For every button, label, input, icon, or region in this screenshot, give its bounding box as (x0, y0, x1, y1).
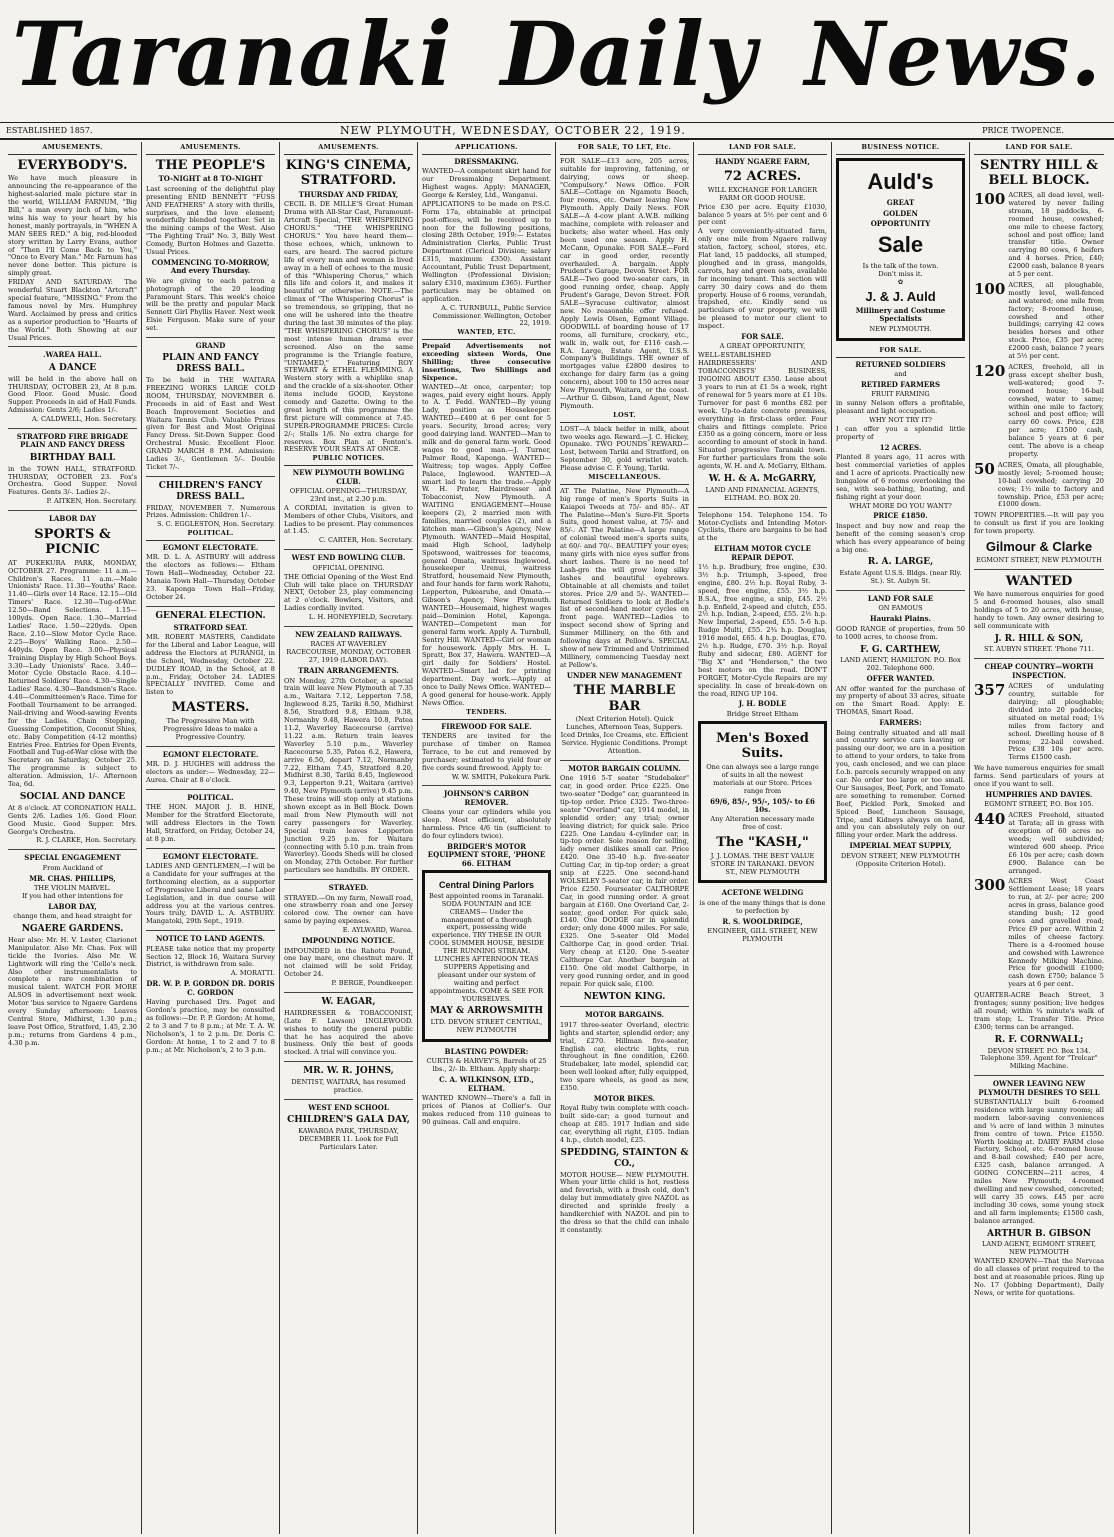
ad-text: LAND AGENT, HAMILTON. P.O. Box 202. Telephone 600. (840, 656, 961, 673)
column-header: APPLICATIONS. (422, 144, 551, 155)
ad-text: SUBSTANTIALLY built 6-roomed residence with large sunny rooms; all modern labor-saving conveniences and ¼ acre of land within 3 minutes from centre of town. Price £1550. Worth looking at. DAIRY FARM close Factory, School, etc. 6-roomed house and 8-bail cowshed; £40 per acre, £325 cash, balance arranged. A GOING CONCERN—211 acres, 4 miles New Plymouth; 4-roomed dwelling and new cowshed, concreted; will carry 35 cows. £45 per acre including 30 cows, some young stock and all farm implements; £1500 cash, balance arranged. (974, 1098, 1104, 1225)
ad-text: A CORDIAL invitation is given to Members of other Clubs, Visitors, and Ladies to be present. Play commences at 1.45. (284, 503, 413, 536)
ad-title: FOR SALE. (741, 332, 784, 342)
ad-signature: A. CALDWELL, Hon. Secretary. (32, 415, 137, 424)
ad-text: Best appointed rooms in Taranaki. SODA FOUNTAIN and ICE CREAMS— Under the management of a thorough expert, possessing wide experience. TRY THESE IN OUR COOL SUMMER HOUSE, BESIDE THE RUNNING STREAM. LUNCHES AFTERNOON TEAS SUPPERS Appetising and pleasant under our system of waiting and perfect appointments. COME & SEE FOR YOURSELVES. (429, 891, 544, 1003)
ad-text: OFFICIAL OPENING—THURSDAY, 23rd inst., at 2.30 p.m. (289, 486, 408, 503)
ad-title: .WAREA HALL. (43, 350, 102, 360)
ad-text: FRIDAY AND SATURDAY: The wonderful Stuart Blackton "Artcraft" special feature, "MISSING." From the famous novel by Mrs. Humphrey Ward. Acclaimed by press and critics as a superior production to "Hearts of the World." Both Showing at our Usual Prices. (8, 278, 137, 342)
ad-title: R. F. CORNWALL; (994, 1034, 1084, 1045)
ad-text: WHY NOT TRY IT? (869, 415, 932, 424)
listing-text: ACRES, all ploughable, mostly level, well-fenced and watered; one mile from factory; 8-roomed house, cowshed and other buildings; carrying 42 cows besides horses and other stock. Price, £35 per acre; £2000 cash, balance 7 years at 5½ per cent. (1008, 280, 1104, 361)
ad-title: POLITICAL. (187, 792, 234, 802)
ad-title: 72 ACRES. (723, 169, 802, 185)
ad-text: LAND AGENT, EGMONT STREET, NEW PLYMOUTH (981, 1240, 1097, 1257)
ad-subtitle: TO-NIGHT at 8 TO-NIGHT (158, 174, 263, 184)
ad-title: 69/6, 85/-, 95/-, 105/- to £6 10s. (710, 796, 815, 814)
masthead-word-1: Taranaki (12, 2, 453, 107)
ad-signature: L. H. HONEYFIELD, Secretary. (308, 613, 413, 622)
column-header: AMUSEMENTS. (284, 144, 413, 155)
ad-text: WANTED KNOWN—There's a fall in prices of Pianos at Collier's. Our makes reduced from 110 guineas to 90 guineas. Call and enquire. (422, 1094, 551, 1126)
divider (974, 1075, 1104, 1076)
ad-title: LABOR DAY (49, 514, 96, 524)
ad-text: WANTED KNOWN—That the Nervcaa do all classes of print required to the best and at reasonable prices. Ring up No. 17 (Jobbing Department), Daily News, or write for quotations. (974, 1257, 1104, 1297)
ad-text: Telephone 154. Telephone 154. To Motor-Cyclists and Intending Motor-Cyclists, there are bargains to be had at the (698, 510, 827, 543)
ad-title: MASTERS. (171, 700, 250, 716)
list-item (974, 189, 1104, 279)
ad-title: J. R. HILL & SON, (994, 633, 1084, 644)
ad-text: MR. D. L. A. ASTBURY will address the electors as follows:— Eltham Town Hall—Wednesday, October 22. Manaia Town Hall—Thursday, October 23. Kaponga Town Hall—Friday, October 24. (146, 553, 275, 601)
ad-title: LABOR DAY, (48, 901, 97, 911)
ad-text: and (894, 369, 907, 378)
ad-text: GREAT (886, 198, 915, 208)
ad-signature: R. J. CLARKE, Hon. Secretary. (36, 836, 137, 845)
ad-signature: P. AITKEN, Hon. Secretary. (46, 497, 137, 506)
ad-title: WEST END SCHOOL (308, 1102, 389, 1112)
ad-title: JOHNSON'S CARBON REMOVER. (444, 789, 529, 807)
ad-text: ON Monday, 27th October, a special train will leave New Plymouth at 7.35 a.m., Waitara 7.12, Lepperton 7.58, Inglewood 8.25, Tariki 8.50, Midhirst 8.56, Stratford 9.8, Eltham 9.38, Normanby 9.48, Hawera 10.8, Patea 11.2, Waverley Racecourse (arrive) 11.22 a.m. Return train leaves Waverley 5.10 p.m., Waverley Racecourse 5.35, Patea 6.2, Hawera, arrive 6.50, depart 7.12, Normanby 7.22, Eltham 7.45, Stratford 8.20, Midhirst 8.30, Tariki 8.45, Inglewood 9.3, Lepperton 9.21, Waitara (arrive) 9.40, New Plymouth (arrive) 9.45 p.m. These trains will stop only at stations shown except as in Bell Block. Down mail from New Plymouth will not carry passengers for Waverley. Special train leaves Lepperton Junction 9.25 p.m. for Waitara (connecting with 5.10 p.m. train from Waverley). Goods Sheds will be closed on Monday, 27th October. For further particulars see handbills. BY ORDER. (284, 676, 413, 875)
ad-text: We have numerous enquiries for small farms. Send particulars of yours at once if you want to sell. (974, 764, 1104, 789)
column-5 (556, 142, 694, 1534)
column-header: FOR SALE, TO LET, Etc. (560, 144, 689, 155)
ad-text: is one of the many things that is done to perfection by (699, 898, 826, 915)
section-header: WANTED, ETC. (422, 329, 551, 340)
ad-text: We are giving to each patron a photograph of the 20 leading Paramount Stars. This week's choice will be the pretty and popular Mack Sennett Girl Phyllis Haver. Next week Elsie Ferguson. Make sure of your set. (146, 276, 275, 333)
ad-title: GENERAL ELECTION. (155, 610, 266, 621)
ad-signature: E. AYLWARD, Warea. (342, 926, 413, 935)
ad-title: Central Dining Parlors (438, 880, 535, 890)
ad-title: HUMPHRIES AND DAVIES. (985, 789, 1093, 799)
ad-text: GOOD RANGE of properties, from 50 to 1000 acres, to choose from. (836, 624, 965, 641)
ad-text: QUARTER-ACRE Beach Street, 3 frontages; sunny position; live hedges all round; within ¼ minute's walk of tram stop; L. Transfer Title. Price £300; terms can be arranged. (974, 991, 1104, 1031)
ad-text: WELL-ESTABLISHED HAIRDRESSERS' AND TOBACCONISTS' BUSINESS, INGOING ABOUT £350. Lease about 3 years to run at £1 5s a week, right of renewal for 5 years more at £1 10s. Turnover for past 6 months £82 per week. Up-to-date concrete premises, everything in first-class order. Four chairs and fittings complete. Price £350 as a going concern, more or less according to amount of stock in hand. Situated progressive Taranaki town. For further particulars from the sole agents, W. H. and A. McGarry, Eltham. (698, 351, 827, 471)
listing-text: ACRES West Coast Settlement Lease; 18 years to run, at 2/- per acre; 200 acres in grass, balance good standing bush; 12 good cows and gravelled road; Price £9 per acre. Within 2 miles of cheese factory. There is a 4-roomed house and cowshed with Lawrence Kennedy Milking Machine. Price for goodwill £1000; cash down £750; balance 5 years at 6 per cent. (1008, 877, 1104, 989)
ad-title: J. H. BODLE (738, 699, 787, 709)
ad-text: EGMONT STREET, P.O. Box 105. (984, 800, 1094, 809)
ad-title: RETURNED SOLDIERS (855, 359, 946, 369)
ad-title: Sale (877, 232, 924, 258)
ad-title: WEST END BOWLING CLUB. (291, 553, 406, 563)
ad-text: AT PUKEKURA PARK, MONDAY, OCTOBER 27. Programme: 11 a.m.—Children's Races. 11 a.m.—Male Unionists' Race. 11.30—Youths' Race. 11.40—Girls over 14 Race. 12.15—Old Timers' Race. 12.30—Tug-of-War. 12.50—Band Selections. 1.15—100yds. Open Race. 1.30—Married Ladies' Race. 1.50—220yds. Open Race. 2.10—Slow Motor Cycle Race. 2.25—Boys' Walking Race. 2.50—440yds. Open Race. 3.00—Physical Training Display by High School Boys. 3.30—Lady Unionists' Race. 3.40—Motor Cycle Obstacle Race. 4.10—Returned Soldiers' Race. 4.30—Single Ladies' Race. 4.30—Bandsmen's Race. 4.40—Committeemen's Race. Time for Football Tournament to be arranged. Nail-driving and Wood-sawing Events for the Ladies. Chain Stepping, Guessing Competition, Coconut Shies, etc. Baby Competition (4-12 months) Entries Free. Entries for Open Events, Football and Tug-of-War close with the Secretary on Saturday, October 25. The programme is subject to alteration. Admission, 1/-. Afternoon Tea, 6d. (8, 558, 138, 789)
ad-title: LAND FOR SALE (867, 594, 934, 604)
divider (560, 1006, 689, 1007)
ad-title: PRICE £1850. (873, 511, 928, 521)
ad-text: NEW PLYMOUTH. (869, 324, 932, 333)
section-header: MISCELLANEOUS. (560, 474, 689, 485)
flower-ornament-icon: ✿ (897, 277, 904, 286)
acreage: 300 (974, 876, 1006, 895)
ad-subtitle: STRATFORD SEAT. (173, 622, 248, 632)
ad-title: R. S. WOOLDRIDGE, (722, 916, 803, 926)
ad-text: LAND AND FINANCIAL AGENTS, ELTHAM. P.O. BOX 20. (705, 485, 820, 502)
ad-title: 12 ACRES. (879, 442, 922, 452)
ad-text: change them, and head straight for (13, 912, 132, 921)
ad-text: FRIDAY, NOVEMBER 7. Numerous Prizes. Admission: Children 1/-. (146, 503, 275, 520)
ad-text: We have much pleasure in announcing the re-appearance of the highest-salaried male picture star in the world, WILLIAM FARNUM, "Big Bill," a man every inch of him, who wins his way to your heart by his honest, manly portrayals, in "WHEN A MAN SEES RED." A big, red-blooded story written by Larry Evans, author of "Then I'll Come Back to You," "Once to Every Man." Mr. Farnum has never done better. This picture is simply great. (8, 174, 137, 278)
ad-text: Millinery and Costume Specialists (855, 306, 946, 324)
ad-text: A very conveniently-situated farm, only one mile from Ngaere railway station, factory, school, stores, etc. Flat land, 15 paddocks, all stumped, ploughed and in grass, mangolds, carrots, hay and green oats, available for incoming tenant. This section will carry 30 dairy cows and do them properly. House of 6 rooms, verandah, trapshed, etc. Kindly send us particulars of your property, we will be pleased to motor our client to inspect. (698, 227, 827, 331)
ad-text: MOTOR HOUSE— NEW PLYMOUTH. When your little child is hot, restless and feverish, with a fresh cold, don't delay but immediately give NAZOL as directed and sprinkle freely a handkerchief with NAZOL and pin to the dress so that the child can inhale it constantly. (560, 1170, 689, 1234)
ad-text: STRAYED.—On my farm, Newall road, one strawberry roan and one Jersey colored cow. The owner can have same by paying expenses. (284, 893, 413, 926)
list-item (974, 364, 1104, 459)
column-header: LAND FOR SALE. (974, 144, 1104, 155)
column-2 (142, 142, 280, 1534)
ad-text: CURTIS & HARVEY'S, Barrels of 25 lbs., 2/- lb. Eltham. Apply sharp: (426, 1057, 547, 1074)
ad-text: will be held in the above hall on THURSDAY, OCTOBER 23, At 8 p.m. Good Floor. Good Music. Good Supper. Proceeds in aid of Hall Funds. Admission: Gents 2/6; Ladies 1/-. (8, 374, 137, 415)
ad-text: To be held in THE WAITARA FREEZING WORKS LARGE COLD ROOM, THURSDAY, NOVEMBER 6. Proceeds in aid of East and West Beach Improvement Societies and Waitara Tennis Club. Valuable Prizes given for Best and Most Original Fancy Dress. Sit-Down Supper. Good Orchestral Music. Excellent Floor. GRAND MARCH 8 P.M. Admission: Ladies 3/-, Gentlemen 5/-. Double Ticket 7/-. (146, 376, 275, 472)
column-8 (970, 142, 1108, 1534)
divider (284, 626, 413, 627)
ad-text: Any Alteration necessary made free of cost. (710, 815, 815, 832)
ad-title: MOTOR BARGAINS. (585, 1010, 664, 1020)
ad-signature: P. BERGE, Poundkeeper. (331, 979, 413, 988)
divider (284, 879, 413, 880)
ad-text: THE HON. MAJOR J. B. HINE, Member for the Stratford Electorate, will address Electors in the Town Hall, Stratford, on Friday, October 24, at 8 p.m. (146, 803, 275, 843)
divider (146, 848, 275, 849)
ad-title: KING'S CINEMA, STRATFORD. (285, 157, 412, 189)
column-7 (832, 142, 970, 1534)
ad-text: I can offer you a splendid little property of (836, 424, 965, 441)
ad-title: SENTRY HILL & BELL BLOCK. (980, 157, 1098, 189)
issue-date: NEW PLYMOUTH, WEDNESDAY, OCTOBER 22, 1919. (340, 123, 686, 137)
ad-text: Having purchased Drs. Paget and Gordon's practice, may be consulted as follows:—Dr. P. P. Gordon: At home, 2 to 3 and 7 to 8 p.m.; at Mr. T. A. W. Nicholson's, 1 to 2 p.m. Dr. Doris C. Gordon: At home, 1 to 2 and 7 to 8 p.m.; at Mr. Nicholson's, 2 to 3 p.m. (146, 998, 275, 1054)
ad-title: FARMERS: (879, 718, 922, 728)
ad-subtitle: MOTOR BIKES. (593, 1093, 656, 1103)
ad-title: FIREWOOD FOR SALE. (441, 721, 532, 731)
ad-text: WILL EXCHANGE FOR LARGER FARM OR GOOD HOUSE. (707, 185, 818, 202)
ad-signature: W. W. SMITH, Pukekura Park. (451, 772, 551, 781)
masthead-word-3: News. (804, 2, 1102, 107)
ad-text: ENGINEER, GILL STREET, NEW PLYMOUTH (707, 927, 818, 943)
ad-title: DR. W. P. P. GORDON DR. DORIS C. GORDON (146, 979, 275, 997)
ad-title: OFFER WANTED. (866, 674, 935, 684)
ad-title: NGAERE GARDENS. (21, 924, 124, 935)
divider (146, 789, 275, 790)
ad-title: Gilmour & Clarke (985, 539, 1093, 555)
ad-text: (Next Criterion Hotel). Quick Lunches, Afternoon Teas, Suppers. Iced Drinks, Ice Creams, etc. Efficient Service. Hygienic Conditions. Prompt Attention. (560, 715, 689, 755)
masthead (0, 0, 1114, 110)
column-header: AMUSEMENTS. (8, 144, 137, 155)
divider (974, 569, 1104, 570)
listing-text: ACRES, all dead level, well-watered by never failing stream, 18 paddocks, 6-roomed house, cowshed; one mile to cheese factory, school and post office; land transfer title. Owner carrying 80 cows, 6 heifers and 4 horses. Price, £40; £2000 cash, balance 8 years at 5 per cent. (1008, 190, 1104, 279)
ad-title: THE PEOPLE'S (155, 157, 266, 173)
ad-text: in sunny Nelson offers a profitable, pleasant and light occupation. (836, 399, 965, 416)
ad-title: ACETONE WELDING (721, 888, 804, 898)
ad-signature: A. C. TURNBULL, Public Service Commissioner. Wellington, October 22, 1919. (432, 303, 551, 328)
ad-title: R. A. LARGE, (867, 557, 934, 568)
ad-text: OFFICIAL OPENING. (312, 563, 385, 572)
divider (8, 428, 137, 429)
ad-title: MAY & ARROWSMITH (429, 1006, 544, 1017)
ad-text: Don't miss it. (878, 269, 923, 278)
ad-text: Bridge Street Eltham (726, 709, 799, 718)
ad-title: STRAYED. (328, 883, 369, 893)
ad-text: 1½ h.p. Bradbury, free engine, £30. 3½ h.p. Triumph, 3-speed, free engine, £80. 2½ h.p. Royal Ruby, 3-speed, free engine, £55. 3½ h.p. B.S.A., free engine, a snip, £45. 2½ h.p. Enfield, 2-speed and clutch, £55. 2½ h.p. Indian, 2-speed, £55. 2½ h.p. New Imperial, 2-speed, £55. 5-6 h.p. Rudge Multi, £55. 2¾ h.p. Douglas, 1916 model, £65. 4 h.p. Douglas, £70. 2½ h.p. Rudge, £70. 3½ h.p. Royal Ruby and sidecar, £80. AGENT for "Big X" and "Henderson," the two best motors on the road. DON'T FORGET, Motor-Cycle Repairs are my speciality. In case of break-down on the road, RING UP 104. (698, 563, 827, 698)
divider (422, 785, 551, 786)
column-6 (694, 142, 832, 1534)
ad-title: MOTOR BARGAIN COLUMN. (568, 763, 681, 773)
acreage: 50 (974, 459, 995, 478)
ad-text: Cleans your car cylinders while you sleep. Most efficient, absolutely harmless. Price 4/6 tin (sufficient to do four cylinders twice). (422, 808, 551, 840)
listing-text: ACRES Freehold, situated at Tarata; all in grass with exception of 60 acres no weeds; well subdivided; wintered 600 sheep. Price £6 10s per acre; cash down £900. Balance can be arranged. (1008, 811, 1104, 875)
ad-title: HANDY NGAERE FARM, (715, 156, 810, 166)
ad-title: BLASTING POWDER: (444, 1047, 529, 1057)
ad-text: At 8 o'clock. AT CORONATION HALL. Gents 2/6. Ladies 1/6. Good Floor. Good Music. Good Supper. Mrs. George's Orchestra. (8, 803, 137, 836)
auld-sale-ad (836, 158, 965, 341)
listing-text: ACRES of undulating country, suitable for dairying; all ploughable; divided into 20 paddocks; situated on metal road; 1¼ miles from factory and school. Dwelling house of 8 rooms; 22-bail cowshed. Price £38 10s per acre. Terms £1500 cash. (1008, 682, 1104, 762)
ad-title: CHILDREN'S FANCY DRESS BALL. (158, 480, 263, 502)
ad-title: STRATFORD FIRE BRIGADE PLAIN AND FANCY DRESS (16, 432, 129, 450)
ad-title: ARTHUR B. GIBSON (987, 1228, 1091, 1239)
divider (284, 549, 413, 550)
list-item (974, 812, 1104, 875)
ad-title: W. EAGAR, (321, 997, 376, 1008)
divider (146, 746, 275, 747)
columns (4, 142, 1110, 1534)
ad-title: SPECIAL ENGAGEMENT (24, 853, 121, 863)
ad-text: ST. AUBYN STREET. 'Phone 711. (984, 645, 1094, 654)
ad-title: EGMONT ELECTORATE. (162, 543, 259, 553)
ad-subtitle: THURSDAY AND FRIDAY, (298, 189, 399, 199)
ad-title: WANTED (1005, 573, 1073, 589)
ad-title: MR. W. R. JOHNS, (303, 1066, 394, 1077)
ad-title: CHILDREN'S GALA DAY, (287, 1115, 410, 1126)
ad-text: TENDERS are invited for the purchase of timber on Ramea Terrace, to be cut and removed by purchaser; estimated to yield four or five cords sound firewood. Apply to: (422, 731, 551, 772)
ad-text: AT The Palatine, New Plymouth—A big range of men's Sports Suits in Kaiapoi Tweeds at 75/- and 85/-. AT The Palatine—Men's Sure-Fit Sports Suits, good honest value, at 75/- and 85/-. AT The Palatine—A large range of colonial tweed men's sports suits, at 60/- and 70/-. BEAUTIFY your eyes; many girls with nice eyes suffer from short lashes. There is no need to! Lash-gro the will grow long silky lashes and beautiful eyebrows. Obtainable at all chemists and toilet stores. Price 2/9 and 5/-. WANTED—Returned Soldiers to look at Bodle's list of second-hand motor cycles on front page. WANTED—Ladies to inspect second show of Spring and Summer Millinery, on the 6th and following days at Pellow's. SPECIAL show of new Trimmed and Untrimmed Millinery, commencing Tuesday next at Pellow's. (560, 486, 689, 669)
divider (560, 760, 689, 761)
column-header: BUSINESS NOTICE. (836, 144, 965, 155)
ad-text: WHAT MORE DO YOU WANT? (849, 501, 952, 510)
ad-text: ON FAMOUS (878, 604, 923, 613)
ad-text: If you had other intentions for (22, 891, 123, 900)
ad-text: Being centrally situated and all mail and country service cars leaving or passing our door, we are in a position to attend to your orders, to take from you, cash enclosed, and we can place f.o.b. parcels securely wrapped on any car. No order too large or too small. Our Sausages, Beef, Pork, and Tomato are something to remember. Corned Beef, Pickled Pork, Smoked and Spiced Beef, Luncheon Sausage, Tripe, and Kidneys always on hand, and you can absolutely rely on our filling your order. Mark the address. (836, 728, 965, 840)
ad-text: Planted 8 years ago, 11 acres with best commercial varieties of apples and 1 acre of apricots. Practically new bungalow of 6 rooms overlooking the sea, with sea-bathing, boating, and fishing right at your door. (836, 453, 965, 501)
column-3 (280, 142, 418, 1534)
ad-text: LTD. DEVON STREET CENTRAL, NEW PLYMOUTH (430, 1018, 543, 1035)
ad-title: Auld's (867, 168, 934, 194)
listing-text: ACRES, freehold, all in grass except shelter bush, well-watered; good 7-roomed house; 16-bail cowshed, water to same; within one mile to factory, school and post office; will carry 60 cows. Price, £28 per acre; £1500 cash, balance 5 years at 6 per cent. The above is a cheap property. (1008, 363, 1104, 458)
ad-text: LOST—A black heifer in milk, about two weeks ago. Reward.—J. C. Hickey, Opunake. TWO POUNDS REWARD—Lost, between Tariki and Stratford, on September 30, gold wristlet watch. Please advise C. F. Young, Tariki. (560, 424, 689, 473)
ad-text: CECIL B. DE MILLE'S Great Human Drama with All-Star Cast, Paramount-Artcraft Special, "THE WHISPERING CHORUS." "THE WHISPERING CHORUS." You have heard them—those echoes, which, unknown to ears, are heard. The sacred picture life of every man and woman is lived away in a hell of echoes to the music of this "Whispering Chorus," which fills life and colors it, and makes it beautiful or otherwise. NOTE.—The climax of "The Whispering Chorus" is so tremendous, so gripping, that no one will be ushered into the theatre during the last 30 minutes of the play. "THE WHISPERING CHORUS" is the most intense human drama ever screened. Also on the same programme is the Triangle feature, "UNTAMED," Featuring ROY STEWART & ETHEL FLEMMING. A Western story with a whiplike snap and the crackle of a six-shooter. Other items include GOOD, Keystone comedy and Gazette. Owing to the great length of this programme the first picture will commence at 7.45. SUPER-PROGRAMME PRICES: Circle 2/-; Stalls 1/6. No extra charge for reserves. Box Plan at Fenton's. RESERVE YOUR SEATS AT ONCE. (284, 200, 413, 454)
ad-title: NEW ZEALAND RAILWAYS. (295, 630, 402, 640)
ad-text: TOWN PROPERTIES.—It will pay you to consult us first if you are looking for town property. (974, 511, 1104, 536)
ad-title: OWNER LEAVING NEW PLYMOUTH DESIRES TO SELL (978, 1079, 1100, 1097)
ad-title: IMPERIAL MEAT SUPPLY, (849, 841, 952, 851)
ad-text: AN offer wanted for the purchase of my property of about 33 acres, situate on the Smart Road. Apply: E. THOMAS, Smart Road. (836, 684, 965, 717)
ad-text: WANTED—At once, carpenter; top wages, paid every eight hours. Apply to A. T. Fedd. WANTED—By young Lady, position as Housekeeper. WANTED—£400 at 6 per cent for 5 years. Security, broad acres; very good dairying land. WANTED—Man to milk and do general farm work. Good wages to good man.—J. Turner, Palmer Road, Kaponga. WANTED—Waitress; top wages. Apply Coffee Palace, Inglewood. WANTED—A smart lad to learn the trade.—Apply W. H. Prater, Hairdresser and Tobacconist, New Plymouth. A WAITING ENGAGEMENT—House keepers (2), 2 married men with families, married couples (2), and a kitchen man.—Gibson's Agency, New Plymouth. WANTED—Maid Hospital, maid High School, ladyhelp Spotswood, waitresses for teacoms, general Omata, waitress Inglewood, housekeeper Urenui, waitress Stratford, housemaid New Plymouth, and four hands for farm work Rahotu, Lepperton, Pukearuhe, and Omata.—Gibson's Agency, New Plymouth. WANTED—Housemaid, highest wages paid—Dominion Hotel, Kaponga. WANTED—Competent man for general farm work. Apply A. Turnbull, Sentry Hill. WANTED—Girl or woman for housework. Apply Mrs. H. L. Spratt, Box 37, Hawera. WANTED—A girl daily for Soldiers' Hostel. WANTED—Smart lad for printing department. Day work.—Apply at once to Daily News Office. WANTED—A good general for house-work. Apply News Office. (422, 382, 551, 707)
ad-text: We have numerous enquiries for good 5 and 6-roomed houses, also small holdings of 5 to 20 acres, with house, handy to town. Any owner desiring to sell communicate with (974, 590, 1104, 630)
ad-subtitle: UNDER NEW MANAGEMENT (566, 670, 683, 680)
ad-text: in the TOWN HALL, STRATFORD. THURSDAY, OCTOBER 23. Fox's Orchestra. Good Supper. Novel Features. Gents 3/-. Ladies 2/-. (8, 464, 137, 497)
ad-text: THE Official Opening of the West End Club will take place on THURSDAY NEXT, October 23, play commencing at 2 o'clock. Bowlers, Visitors, and Ladies cordially invited. (284, 572, 413, 613)
ad-subtitle: TRAIN ARRANGEMENTS. (298, 666, 399, 676)
divider (8, 346, 137, 347)
ad-text: MR. ROBERT MASTERS, Candidate for the Liberal and Labor League, will address the Electors at PURANGI, in the School, Wednesday, October 22. DUDLEY ROAD, in the School, at 8 p.m., Friday, October 24. LADIES SPECIALLY INVITED. Come and listen to (146, 633, 275, 697)
list-item (974, 878, 1104, 989)
ad-text: Inspect and buy now and reap the benefit of the coming season's crop which has every appearance of being a big one. (836, 521, 965, 554)
list-item (974, 459, 1104, 509)
ad-text: GOLDEN (883, 208, 918, 218)
ad-text: Estate Agent U.S.S. Bldgs. (near Rly. St.). St. Aubyn St. (839, 569, 962, 586)
ad-title: BRIDGER'S MOTOR EQUIPMENT STORE, 'PHONE 66. ELTHAM (427, 841, 546, 868)
ad-text: HAIRDRESSER & TOBACCONIST, (Late F. Lawson) INGLEWOOD. wishes to notify the general public that he has acquired the above business. Only the best of goods stocked. A trial will convince you. (284, 1008, 413, 1057)
ad-title: W. H. & A. McGARRY, (708, 473, 817, 484)
ad-text: Last screening of the delightful play presenting ENID BENNETT "FUSS AND FEATHERS" A story with thrills, surprises, and the love element; wonderfully blended together. Set in the mining camps of the West. Also "The Fighting Trail" No. 3, Billy West Comedy, Burton Holmes and Gazette. Usual Prices. (146, 184, 275, 257)
ad-text: OPPORTUNITY (870, 218, 931, 228)
section-header: LOST. (560, 412, 689, 423)
divider (146, 930, 275, 931)
ad-text: EGMONT STREET, NEW PLYMOUTH (976, 555, 1102, 564)
ad-title: ELTHAM MOTOR CYCLE REPAIR DEPOT. (714, 544, 811, 562)
ad-title: SOCIAL AND DANCE (19, 792, 126, 803)
ad-text: From Auckland of (42, 863, 103, 872)
section-header: POLITICAL. (146, 530, 275, 541)
ad-text: THE VIOLIN MARVEL. (34, 884, 111, 893)
ad-title: A DANCE (48, 362, 97, 373)
ad-signature: C. CARTER, Hon. Secretary. (318, 536, 413, 545)
ad-text: Price £30 per acre. Equity £1030, balance 5 years at 5½ per cent and 6 per cent (698, 202, 827, 227)
divider (146, 337, 275, 338)
ad-title: CHEAP COUNTRY—WORTH INSPECTION. (984, 662, 1094, 680)
ad-title: DRESSMAKING. (454, 156, 519, 166)
ad-title: NEW PLYMOUTH BOWLING CLUB. (292, 468, 405, 486)
price: PRICE TWOPENCE. (982, 125, 1064, 135)
ad-title: NOTICE TO LAND AGENTS. (156, 934, 265, 944)
ad-text: Is the talk of the town. (862, 261, 939, 270)
ad-title: NEWTON KING. (583, 991, 666, 1002)
masthead-word-2: Daily (500, 2, 757, 107)
ad-text: 1917 three-seater Overland, electric lights and starter, splendid order; any trial, £270. Hillman five-seater, English car, electric lights, run throughout in fine condition, £260. Studebaker, late model, splendid car, been well looked after, fully equipped, two spare wheels, as good as new, £350. (560, 1020, 689, 1093)
ad-text: FOR SALE—£13 acre, 205 acres, suitable for improving, fattening, or dairying, cows or sheep. "Compulsory." News Office. FOR SALE—Cottage on Ngamotu Beach, four rooms, etc. Owner leaving New Plymouth. Apply Daily News. FOR SALE—A 4-cow plant A.W.B. milking machine, complete with releaser and buckets; also water wheel. Has only been used one season. Apply H. McCann, Opunake. FOR SALE—Ford car in good order, recently overhauled. A bargain. Apply Prudent's Garage, Devon Street. FOR SALE—Two good two-seater cars, in good running order, cheap. Apply Prudent's Garage, Devon Street. FOR SALE—Syracuse cultivator, almost new. No reasonable offer refused. Apply Lewis Olsen, Egmont Village. GOODWILL of boarding house of 17 rooms, all furniture, crockery, etc., walk in, walk out, for £116 cash.—R.A. Large, Estate Agent, U.S.S. Company's Buildings. THE owner of mortgages value £2800 desires to exchange for dairy farm (as a going concern), about 100 to 150 acres near New Plymouth, Waitara, or the coast.—Arthur G. Gibson, Land Agent, New Plymouth. (560, 156, 689, 410)
ad-title: F. G. CARTHEW, (860, 644, 941, 655)
central-dining-ad (422, 870, 551, 1042)
ad-text: RACES AT WAVERLEY RACECOURSE, MONDAY, OCTOBER 27, 1919 (LABOR DAY). (286, 640, 411, 665)
divider (836, 590, 965, 591)
ad-title: IMPOUNDING NOTICE. (301, 936, 396, 946)
ad-text: APPLICATIONS to be made on P.S.C. Form 17a, obtainable at principal post-offices, will be received up to noon for the following positions, closing 28th October, 1919:— Estates Administration Clerks, Public Trust Department (Clerical Division; salary £315, maximum £350). Assistant Accountant, Public Trust Department, Wellington (Professional Division; salary £310, maximum £365). Further particulars may be obtained on application. (422, 199, 551, 303)
dateline (0, 122, 1114, 140)
ad-title: J. & J. Auld (865, 289, 936, 305)
ad-text: Prepaid Advertisements not exceeding sixteen Words, One Shilling; three consecutive insertions, Two Shillings and Sixpence. (422, 342, 551, 382)
ad-subtitle: COMMENCING TO-MORROW, And every Thursday. (151, 257, 270, 276)
listing-text: ACRES, Omata, all ploughable, mostly level; 5-roomed house; 10-bail cowshed; carrying 20 cows; 1½ mile to factory and township. Price, £53 per acre; £1000 down. (997, 460, 1104, 509)
ad-text: Hear also: Mr. H. V. Lester, Clarionet Manipulator. Also Mr. Chas. Fox will tickle the Ivories. Also Mr. W. Lightwork will ring the 'Cello's neck. Also other instrumentalists to complete a rare combination of musical talent. WATCH FOR MORE ALSOS in advertisement next week. Motor 'bus service to Ngaere Gardens every Sunday afternoon: Leaves Central Store, Midhirst, 1.30 p.m.; leave Post Office, Stratford, 1.45, 2.30 p.m.; returns from Gardens 4 p.m., 4.30 p.m. (8, 935, 137, 1047)
boxed-suits-ad (698, 721, 827, 884)
divider (146, 476, 275, 477)
list-item (974, 683, 1104, 762)
ad-title: SPORTS & PICNIC (34, 526, 111, 558)
ad-text: IMPOUNDED in the Rahotu Pound, one bay mare, one chestnut mare. If not claimed will be sold Friday, October 24. (284, 946, 413, 979)
ad-text: DEVON STREET, NEW PLYMOUTH (Opposite Criterion Hotel). (840, 851, 961, 868)
ad-text: Royal Ruby twin complete with coach-built side-car; a good turnout and cheap at £85. 1917 Indian and side car, everything all right, £105. Indian 4 h.p., clutch model, £25. (560, 1104, 689, 1144)
acreage: 120 (974, 362, 1006, 381)
ad-title: C. A. WILKINSON, LTD., ELTHAM. (439, 1075, 534, 1093)
ad-text: MR. D. J. HUGHES will address the electors as under:— Wednesday, 22—Aurea. Chair at 8 o'clock. (146, 760, 275, 784)
section-header: FOR SALE. (836, 347, 965, 358)
column-4 (418, 142, 556, 1534)
established: ESTABLISHED 1857. (6, 125, 93, 135)
ad-text: The Progressive Man with Progressive Ideas to make a Progressive Country. (163, 716, 258, 741)
divider (284, 1099, 413, 1100)
ad-text: A GREAT OPPORTUNITY, (719, 342, 806, 351)
ad-text: DENTIST, WAITARA, has resumed practice. (291, 1078, 406, 1094)
ad-title: SPEDDING, STAINTON & CO., (560, 1147, 689, 1169)
ad-text: One can always see a large range of suits in all the newest materials at our Store. Prices range from (706, 762, 819, 795)
ad-title: PLAIN AND FANCY DRESS BALL. (162, 353, 259, 375)
ad-text: DEVON STREET. P.O. Box 134. Telephone 359. Agent for "Trelcar" Milking Machine. (980, 1046, 1098, 1071)
divider (146, 606, 275, 607)
acreage: 357 (974, 681, 1006, 700)
ad-title: Hauraki Plains. (870, 614, 931, 624)
acreage: 100 (974, 189, 1006, 208)
list-item (974, 279, 1104, 361)
column-header: AMUSEMENTS. (146, 144, 275, 155)
ad-title: The "KASH," (716, 835, 809, 851)
divider (284, 1061, 413, 1062)
divider (698, 507, 827, 508)
column-1 (4, 142, 142, 1534)
divider (284, 992, 413, 993)
ad-text: PLEASE take notice that my property Section 12, Block 16, Waitara Survey District, is withdrawn from sale. (146, 944, 275, 969)
column-header: LAND FOR SALE. (698, 144, 827, 155)
divider (8, 849, 137, 850)
ad-title: EVERYBODY'S. (17, 157, 128, 173)
acreage: 100 (974, 279, 1006, 298)
ad-text: WANTED—A competent skirt hand for our Dressmaking Department. Highest wages. Apply: MANAGER, George & Kersley, Ltd., Wanganui. (422, 167, 551, 199)
section-header: TENDERS. (422, 709, 551, 720)
ad-title: RETIRED FARMERS (860, 379, 941, 389)
ad-text: KAWAROA PARK, THURSDAY, DECEMBER 11. Look for Full Particulars Later. (298, 1127, 399, 1151)
ad-title: EGMONT ELECTORATE. (162, 851, 259, 861)
ad-text: LADIES AND GENTLEMEN,—I will be a Candidate for your suffrages at the forthcoming election, as a supporter of Progressive Liberal and sane Labor Legislation, and in due course will address you at the various centres. Yours truly, DAVID L. A. ASTBURY. Mangatoki, 29th Sept., 1919. (146, 862, 275, 926)
ad-title: EGMONT ELECTORATE. (162, 749, 259, 759)
acreage: 440 (974, 810, 1006, 829)
ad-text: One 1916 5-T seater "Studebaker" car, in good order. Price £225. One two-seater "Dodge" car, guaranteed in tip-top order. Price £325. Two-three-seater "Overland" car, 1914 model, in splendid order; any trial; owner leaving district; for quick sale. Price £225. One Landau 4-cylinder car, in tip-top order. Sole reason for selling, lady owner dislikes small car. Price £420. One 35-40 h.p. five-seater Cutting Car, in tip-top order; a great snip at £225. One second-hand WOLSELEY 5-seater car, in fair order. Price £250. Fourseater CALTHORPE Car, in good running order. A great bargain at £160. One Overland Car, 2-seater, good order. For quick sale, £140. One DODGE car in splendid order; only done 4000 miles. For sale, £325. One 5-seater Old Model Calthorpe Car, in good order. Trial. Very cheap at £120. One 5-seater Calthorpe Car. Another bargain at £150. One old model Calthorpe, in very good running order, and in good repair. For quick sale, £100. (560, 774, 689, 988)
divider (974, 658, 1104, 659)
ad-signature: A. MORATTI. (230, 969, 275, 978)
ad-text: J. J. LOMAS. THE BEST VALUE STORE IN TARANAKI. DEVON ST., NEW PLYMOUTH (710, 851, 815, 876)
divider (8, 510, 137, 511)
ad-signature: S. C. EGGLESTON, Hon. Secretary. (157, 520, 275, 529)
ad-text: FRUIT FARMING (871, 390, 930, 399)
section-header: PUBLIC NOTICES. (284, 455, 413, 466)
ad-title: THE MARBLE BAR (573, 683, 676, 714)
ad-title: GRAND (195, 341, 226, 351)
ad-title: MR. CHAS. PHILLIPS, (29, 873, 116, 883)
ad-title: Men's Boxed Suits. (716, 730, 809, 762)
ad-title: BIRTHDAY BALL (29, 452, 116, 463)
